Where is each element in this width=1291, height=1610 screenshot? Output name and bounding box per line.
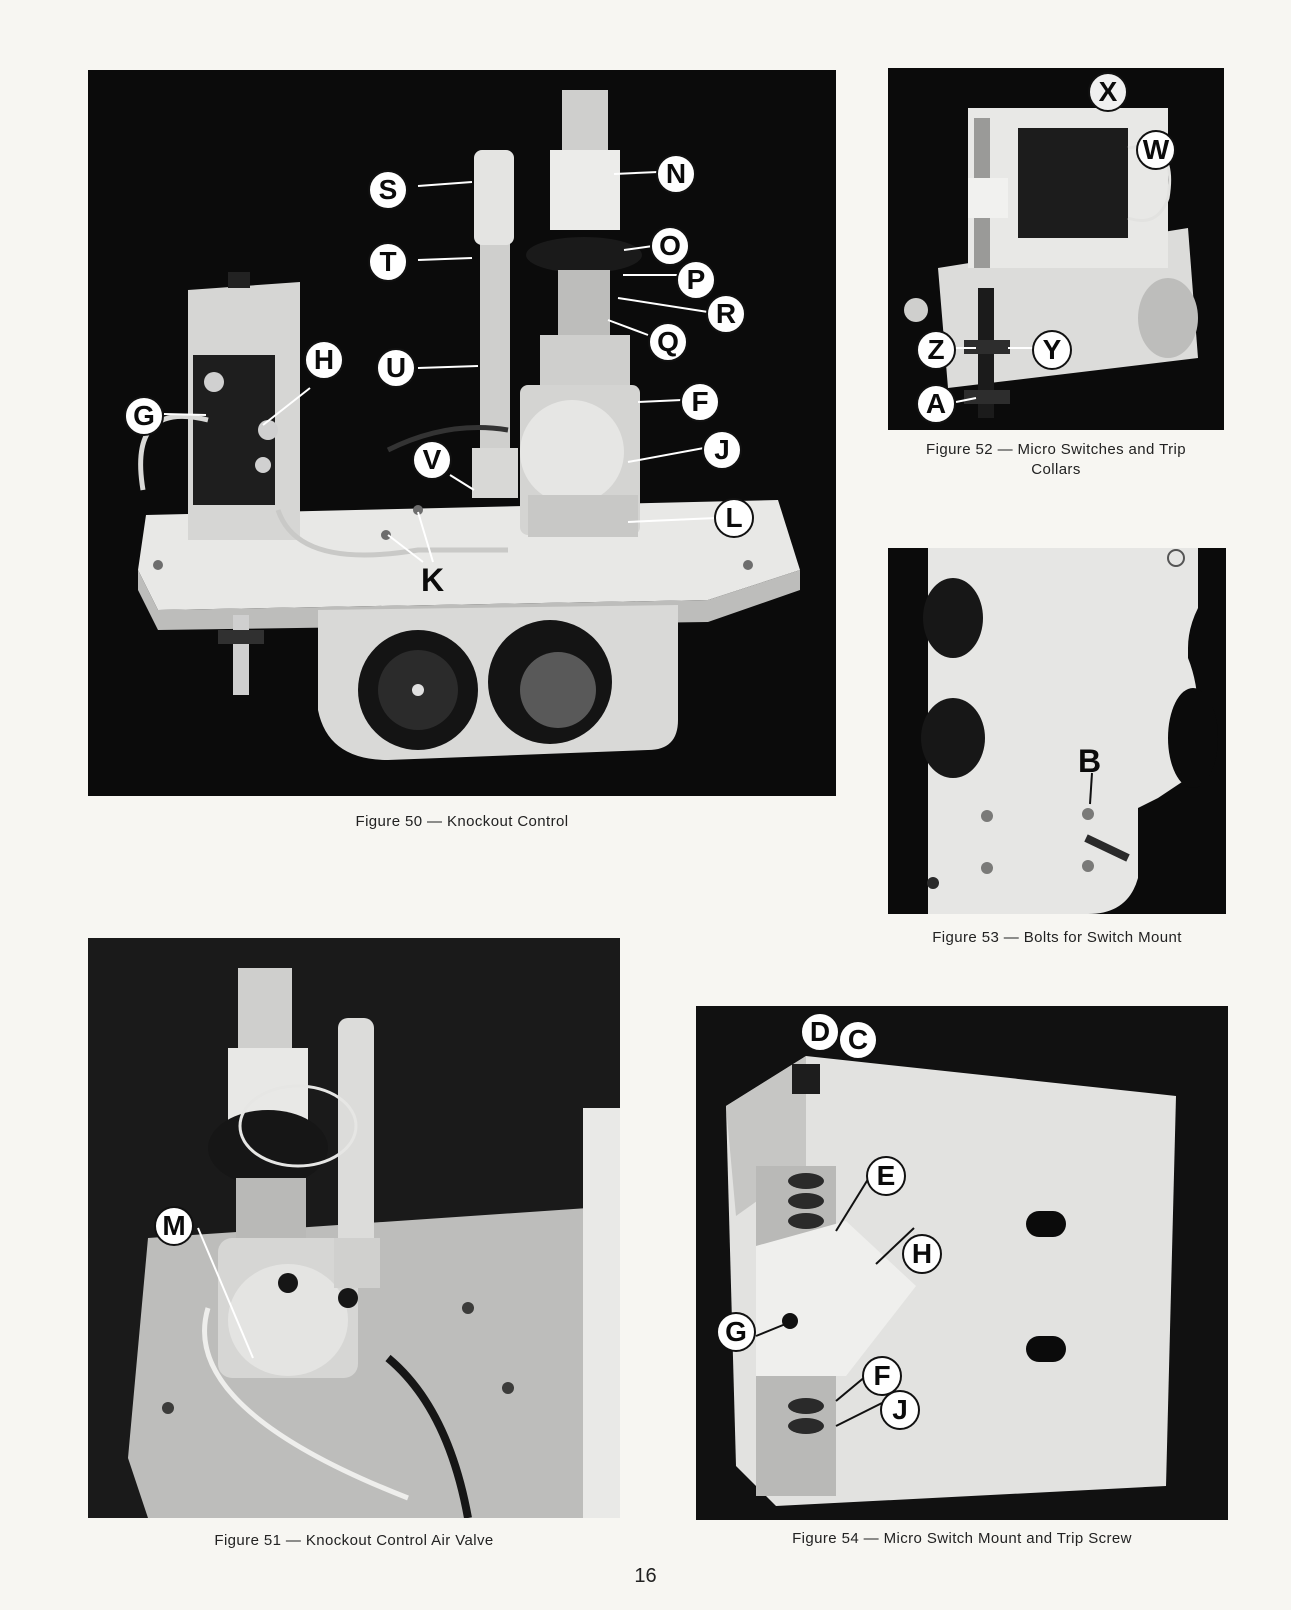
figure-50-photo xyxy=(88,70,836,796)
callout-G: G xyxy=(716,1312,756,1352)
figure-51-caption: Figure 51 — Knockout Control Air Valve xyxy=(214,1532,494,1549)
callout-R: R xyxy=(706,294,746,334)
callout-S: S xyxy=(368,170,408,210)
callout-Q: Q xyxy=(648,322,688,362)
callout-J: J xyxy=(702,430,742,470)
callout-O: O xyxy=(650,226,690,266)
callout-Z: Z xyxy=(916,330,956,370)
callout-H: H xyxy=(304,340,344,380)
callout-V: V xyxy=(412,440,452,480)
callout-X: X xyxy=(1088,72,1128,112)
callout-W: W xyxy=(1136,130,1176,170)
callout-P: P xyxy=(676,260,716,300)
callout-E: E xyxy=(866,1156,906,1196)
callout-H: H xyxy=(902,1234,942,1274)
micro-switch-mount-illustration xyxy=(696,1006,1228,1520)
figure-52-caption-line1: Figure 52 — Micro Switches and Trip xyxy=(926,441,1186,458)
callout-G: G xyxy=(124,396,164,436)
callout-Y: Y xyxy=(1032,330,1072,370)
label-K: K xyxy=(421,562,445,598)
callout-L: L xyxy=(714,498,754,538)
callout-D: D xyxy=(800,1012,840,1052)
callout-M: M xyxy=(154,1206,194,1246)
callout-F: F xyxy=(862,1356,902,1396)
callout-C: C xyxy=(838,1020,878,1060)
figure-53-caption: Figure 53 — Bolts for Switch Mount xyxy=(932,929,1182,946)
callout-A: A xyxy=(916,384,956,424)
page-number: 16 xyxy=(634,1565,657,1587)
callout-U: U xyxy=(376,348,416,388)
callout-N: N xyxy=(656,154,696,194)
figure-51-photo xyxy=(88,938,620,1518)
figure-52-caption xyxy=(888,440,1224,480)
micro-switches-illustration xyxy=(888,68,1224,430)
figure-53-photo xyxy=(888,548,1226,914)
callout-J: J xyxy=(880,1390,920,1430)
figure-54-caption: Figure 54 — Micro Switch Mount and Trip Screw xyxy=(792,1530,1132,1547)
label-B: B xyxy=(1078,743,1102,779)
figure-54-photo xyxy=(696,1006,1228,1520)
figure-52-caption-line2: Collars xyxy=(1031,461,1081,478)
callout-F: F xyxy=(680,382,720,422)
figure-52-photo xyxy=(888,68,1224,430)
callout-T: T xyxy=(368,242,408,282)
switch-mount-bolts-illustration xyxy=(888,548,1226,914)
figure-50-caption: Figure 50 — Knockout Control xyxy=(355,813,569,830)
